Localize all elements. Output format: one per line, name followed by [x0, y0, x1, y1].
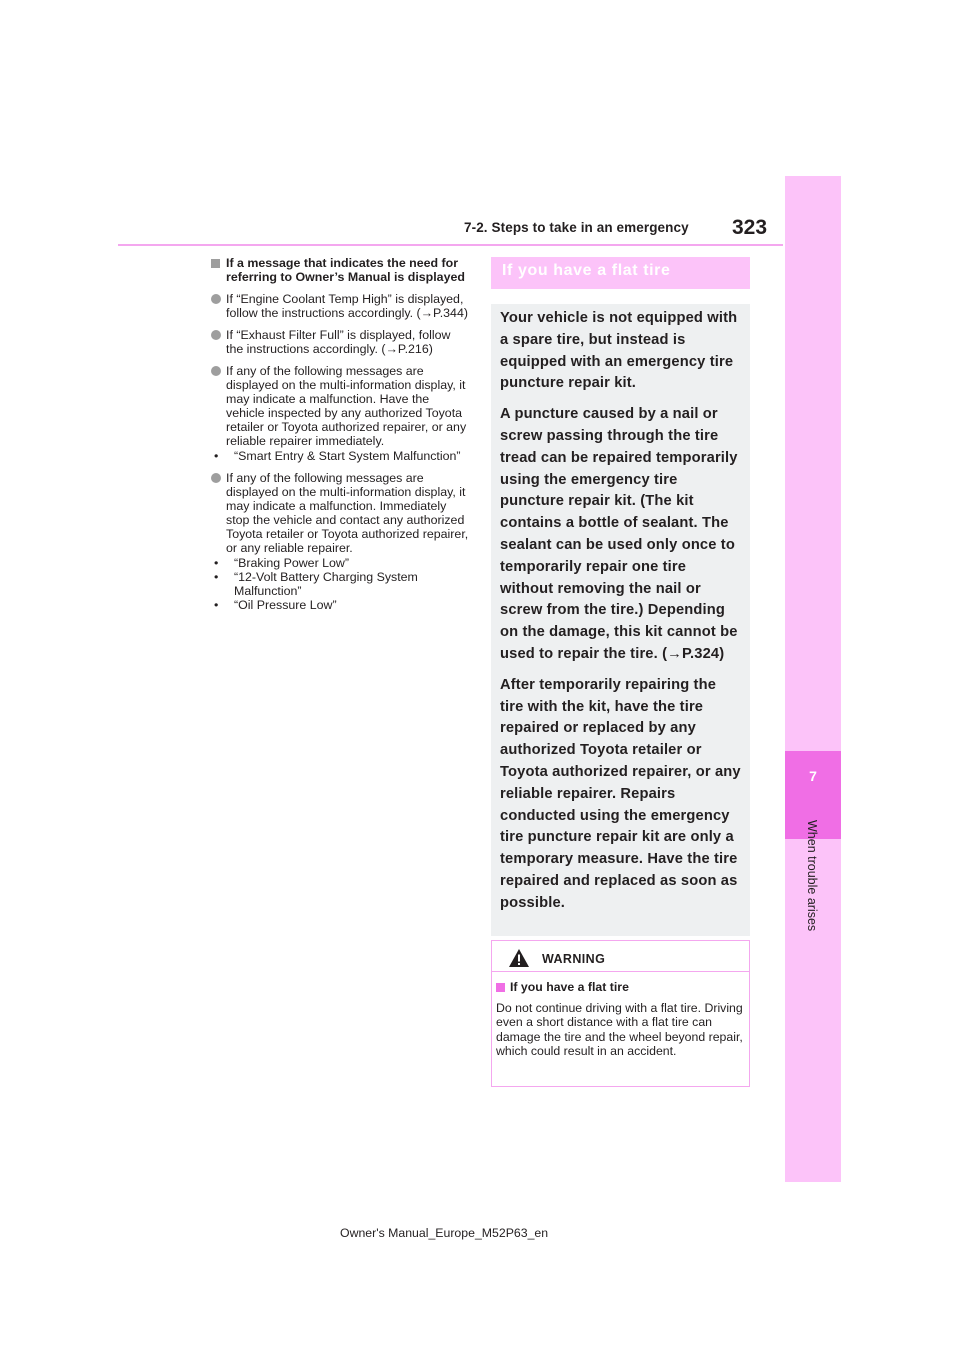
square-bullet-icon [496, 983, 505, 992]
bullet-text: If “Engine Coolant Temp High” is displayed, follow the instructions accordingly. (→P.344) [226, 292, 468, 320]
warning-text: Do not continue driving with a flat tire. Driving even a short distance with a flat tire can damage the tire and the wheel beyond repair, which could result in an accident. [496, 1001, 743, 1058]
bullet-item [211, 292, 471, 320]
warning-subheading [496, 980, 743, 994]
bullet-text: If any of the following messages are displayed on the multi-information display, it may indicate a malfunction. Have the vehicle inspected by any authorized Toyota retailer or Toyota authorized repairer, or any reliable repairer immediately. [226, 364, 467, 448]
chapter-number: 7 [809, 768, 817, 784]
warning-triangle-icon [508, 948, 530, 968]
list-item [211, 598, 471, 612]
message-list [211, 449, 471, 463]
warning-body [492, 972, 749, 1058]
dot-bullet-icon: • [214, 556, 219, 570]
circle-bullet-icon [211, 366, 221, 376]
chapter-title: When trouble arises [805, 820, 819, 932]
list-item-text: “12-Volt Battery Charging System Malfunction” [234, 570, 418, 598]
warning-subheading-text: If you have a flat tire [510, 980, 629, 994]
chapter-side-tab [785, 176, 841, 1182]
subheading [211, 256, 471, 284]
flat-tire-title: If you have a flat tire [502, 262, 671, 279]
bullet-text: If any of the following messages are displayed on the multi-information display, it may indicate a malfunction. Immediately stop the vehicle and contact any authorized Toyota retailer or Toyota authorized repairer, or any reliable repairer. [226, 471, 469, 555]
section-heading: 7-2. Steps to take in an emergency [464, 220, 689, 235]
footer-manual-id: Owner's Manual_Europe_M52P63_en [340, 1226, 549, 1240]
list-item [211, 570, 471, 598]
subheading-text: If a message that indicates the need for referring to Owner’s Manual is displayed [226, 256, 465, 284]
info-paragraph: A puncture caused by a nail or screw passing through the tire tread can be repaired temporarily using the emergency tire puncture repair kit. (The kit contains a bottle of sealant. The sealant can be used only once to temporarily repair one tire without removing the nail or screw from the tire.) Depending on the damage, this kit cannot be used to repair the tire. (→P.324) [500, 406, 738, 662]
warning-label: WARNING [542, 952, 606, 966]
circle-bullet-icon [211, 473, 221, 483]
warning-box [491, 940, 750, 1087]
bullet-item [211, 364, 471, 448]
square-bullet-icon [211, 259, 220, 268]
list-item-text: “Smart Entry & Start System Malfunction” [234, 449, 461, 463]
list-item-text: “Braking Power Low” [234, 556, 350, 570]
circle-bullet-icon [211, 330, 221, 340]
flat-tire-info-box [491, 304, 750, 936]
header-rule [118, 244, 783, 246]
left-column [211, 256, 471, 612]
list-item [211, 556, 471, 570]
page-number: 323 [732, 216, 768, 239]
circle-bullet-icon [211, 294, 221, 304]
info-paragraph: After temporarily repairing the tire with the kit, have the tire repaired or replaced by any authorized Toyota retailer or Toyota authorized repairer, or any reliable repairer. Repairs conducted using the emergency tire puncture repair kit are only a temporary measure. Have the tire repaired and replaced as soon as possible. [500, 676, 741, 911]
bullet-item [211, 471, 471, 555]
list-item-text: “Oil Pressure Low” [234, 598, 337, 612]
dot-bullet-icon: • [214, 598, 219, 612]
bullet-item [211, 328, 471, 356]
dot-bullet-icon: • [214, 449, 219, 463]
bullet-text: If “Exhaust Filter Full” is displayed, follow the instructions accordingly. (→P.216) [226, 328, 451, 356]
info-paragraph: Your vehicle is not equipped with a spare tire, but instead is equipped with an emergency tire puncture repair kit. [500, 310, 738, 392]
list-item [211, 449, 471, 463]
dot-bullet-icon: • [214, 570, 219, 584]
warning-header [492, 941, 749, 972]
message-list [211, 556, 471, 612]
